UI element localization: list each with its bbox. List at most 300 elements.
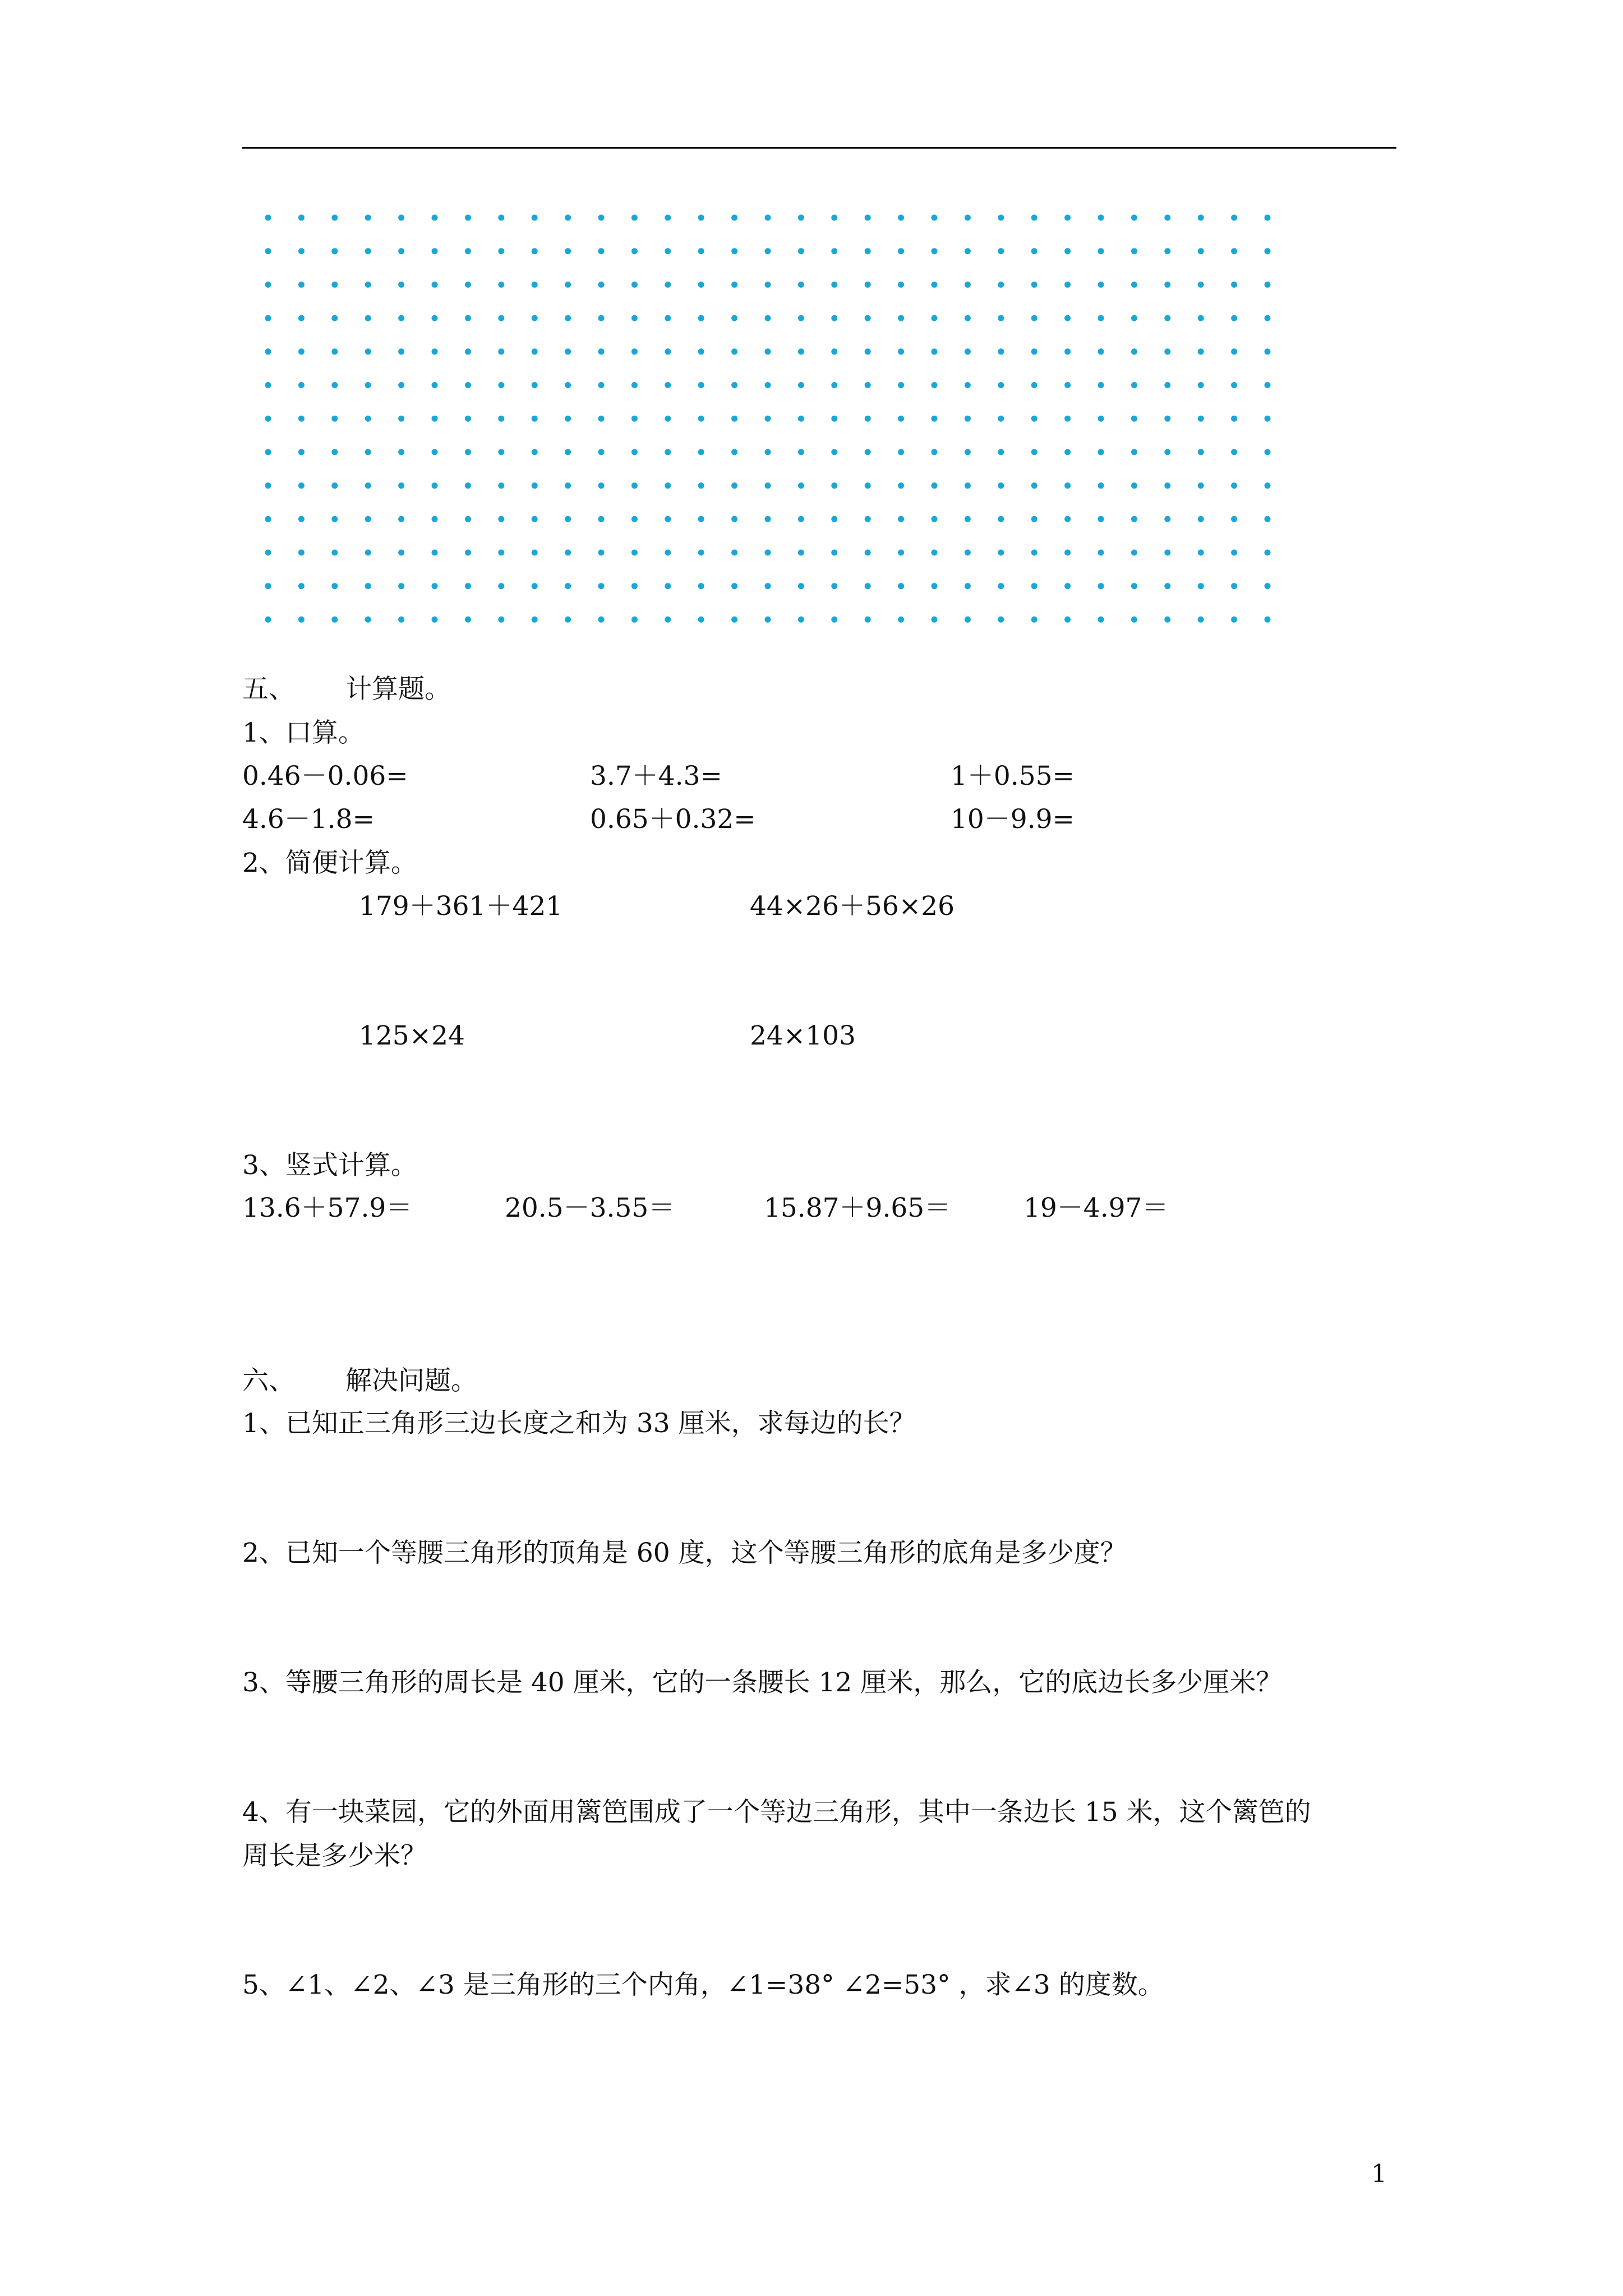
grid-dot bbox=[1131, 416, 1137, 422]
grid-dot bbox=[331, 616, 338, 623]
grid-dot bbox=[898, 550, 904, 556]
grid-dot bbox=[932, 482, 938, 489]
grid-dot bbox=[965, 416, 971, 422]
grid-dot bbox=[265, 449, 271, 455]
grid-dot bbox=[465, 382, 471, 388]
problem-1: 1、已知正三角形三边长度之和为 33 厘米，求每边的长？ bbox=[242, 1408, 916, 1439]
grid-dot bbox=[365, 348, 371, 355]
grid-dot bbox=[1064, 482, 1071, 489]
grid-dot bbox=[631, 616, 638, 623]
grid-dot bbox=[965, 583, 971, 589]
grid-dot bbox=[532, 416, 538, 422]
grid-dot bbox=[398, 282, 404, 288]
grid-dot bbox=[998, 482, 1004, 489]
grid-dot bbox=[998, 348, 1004, 355]
grid-dot bbox=[631, 583, 638, 589]
grid-dot bbox=[932, 416, 938, 422]
grid-dot bbox=[565, 315, 571, 321]
grid-dot bbox=[265, 248, 271, 254]
oral-calc-1: 0.46－0.06= bbox=[242, 761, 408, 792]
grid-dot bbox=[598, 282, 605, 288]
grid-dot bbox=[932, 616, 938, 623]
header-rule bbox=[242, 147, 1396, 149]
grid-dot bbox=[331, 583, 338, 589]
grid-dot bbox=[1131, 382, 1137, 388]
grid-dot bbox=[898, 583, 904, 589]
grid-dot bbox=[965, 215, 971, 221]
grid-dot bbox=[998, 550, 1004, 556]
grid-dot bbox=[1098, 215, 1104, 221]
grid-dot bbox=[465, 516, 471, 522]
grid-dot bbox=[731, 616, 737, 623]
grid-dot bbox=[932, 315, 938, 321]
grid-dot bbox=[1198, 282, 1204, 288]
grid-dot bbox=[398, 449, 404, 455]
grid-dot bbox=[465, 348, 471, 355]
grid-dot bbox=[1231, 449, 1237, 455]
oral-calc-5: 0.65＋0.32= bbox=[590, 804, 756, 835]
grid-dot bbox=[1031, 282, 1038, 288]
grid-dot bbox=[665, 583, 671, 589]
grid-dot bbox=[432, 348, 438, 355]
grid-dot bbox=[631, 382, 638, 388]
grid-dot bbox=[631, 248, 638, 254]
grid-dot bbox=[898, 248, 904, 254]
grid-dot bbox=[1131, 282, 1137, 288]
grid-dot bbox=[631, 348, 638, 355]
grid-dot bbox=[298, 248, 305, 254]
grid-dot bbox=[1265, 382, 1271, 388]
grid-dot bbox=[331, 348, 338, 355]
grid-dot bbox=[831, 616, 837, 623]
grid-dot bbox=[665, 282, 671, 288]
grid-dot bbox=[1031, 382, 1038, 388]
grid-dot bbox=[798, 583, 804, 589]
grid-dot bbox=[432, 248, 438, 254]
grid-dot bbox=[798, 282, 804, 288]
grid-dot bbox=[1265, 550, 1271, 556]
grid-dot bbox=[1098, 348, 1104, 355]
grid-dot bbox=[798, 482, 804, 489]
grid-dot bbox=[498, 348, 504, 355]
grid-dot bbox=[398, 583, 404, 589]
section6-heading bbox=[242, 1365, 477, 1396]
grid-dot bbox=[631, 550, 638, 556]
grid-dot bbox=[1031, 348, 1038, 355]
grid-dot bbox=[331, 382, 338, 388]
grid-dot bbox=[598, 550, 605, 556]
grid-dot bbox=[1164, 516, 1170, 522]
grid-dot bbox=[432, 583, 438, 589]
grid-dot bbox=[432, 516, 438, 522]
grid-dot bbox=[365, 382, 371, 388]
grid-dot bbox=[665, 248, 671, 254]
section5-heading bbox=[242, 674, 451, 705]
grid-dot bbox=[265, 348, 271, 355]
grid-dot bbox=[698, 550, 704, 556]
grid-dot bbox=[365, 449, 371, 455]
grid-dot bbox=[532, 348, 538, 355]
grid-dot bbox=[598, 215, 605, 221]
grid-dot bbox=[1098, 616, 1104, 623]
grid-dot bbox=[1265, 248, 1271, 254]
grid-dot bbox=[1064, 583, 1071, 589]
grid-dot bbox=[1164, 482, 1170, 489]
vertical-calc-4: 19－4.97＝ bbox=[1023, 1193, 1169, 1223]
grid-dot bbox=[1131, 248, 1137, 254]
grid-dot bbox=[1031, 516, 1038, 522]
grid-dot bbox=[1265, 583, 1271, 589]
grid-dot bbox=[698, 616, 704, 623]
problem-3: 3、等腰三角形的周长是 40 厘米，它的一条腰长 12 厘米，那么，它的底边长多少厘米？ bbox=[242, 1667, 1283, 1698]
grid-dot bbox=[631, 215, 638, 221]
grid-dot bbox=[1131, 583, 1137, 589]
grid-dot bbox=[365, 583, 371, 589]
grid-dot bbox=[365, 516, 371, 522]
grid-dot bbox=[565, 583, 571, 589]
grid-dot bbox=[1198, 248, 1204, 254]
grid-dot bbox=[731, 348, 737, 355]
grid-dot bbox=[932, 516, 938, 522]
grid-dot bbox=[465, 550, 471, 556]
oral-calc-6: 10－9.9= bbox=[951, 804, 1075, 835]
grid-dot bbox=[365, 550, 371, 556]
grid-dot bbox=[831, 583, 837, 589]
grid-dot bbox=[465, 449, 471, 455]
grid-dot bbox=[998, 516, 1004, 522]
grid-dot bbox=[1131, 616, 1137, 623]
grid-dot bbox=[1031, 315, 1038, 321]
grid-dot bbox=[765, 516, 771, 522]
grid-dot bbox=[865, 583, 871, 589]
grid-dot bbox=[1198, 616, 1204, 623]
grid-dot bbox=[265, 616, 271, 623]
grid-dot bbox=[465, 215, 471, 221]
grid-dot bbox=[298, 282, 305, 288]
problem-4-line-1: 4、有一块菜园，它的外面用篱笆围成了一个等边三角形，其中一条边长 15 米，这个篱笆的 bbox=[242, 1797, 1311, 1828]
grid-dot bbox=[298, 516, 305, 522]
grid-dot bbox=[432, 382, 438, 388]
grid-dot bbox=[565, 348, 571, 355]
grid-dot bbox=[398, 248, 404, 254]
grid-dot bbox=[865, 616, 871, 623]
grid-dot bbox=[1231, 215, 1237, 221]
grid-dot bbox=[298, 583, 305, 589]
grid-dot bbox=[1265, 348, 1271, 355]
grid-dot bbox=[1031, 482, 1038, 489]
grid-dot bbox=[798, 348, 804, 355]
grid-dot bbox=[1131, 315, 1137, 321]
grid-dot bbox=[532, 482, 538, 489]
grid-dot bbox=[598, 449, 605, 455]
grid-dot bbox=[532, 315, 538, 321]
grid-dot bbox=[731, 583, 737, 589]
grid-dot bbox=[865, 315, 871, 321]
grid-dot bbox=[1098, 315, 1104, 321]
grid-dot bbox=[331, 416, 338, 422]
grid-dot bbox=[1164, 215, 1170, 221]
grid-dot bbox=[765, 616, 771, 623]
grid-dot bbox=[1231, 348, 1237, 355]
grid-dot bbox=[265, 516, 271, 522]
grid-dot bbox=[498, 516, 504, 522]
grid-dot bbox=[1198, 449, 1204, 455]
grid-dot bbox=[598, 248, 605, 254]
grid-dot bbox=[298, 315, 305, 321]
problem-4-line-2: 周长是多少米？ bbox=[242, 1841, 427, 1871]
grid-dot bbox=[265, 416, 271, 422]
grid-dot bbox=[865, 550, 871, 556]
grid-dot bbox=[498, 416, 504, 422]
grid-dot bbox=[665, 616, 671, 623]
section5-number: 五、 bbox=[242, 674, 295, 705]
grid-dot bbox=[765, 282, 771, 288]
grid-dot bbox=[1098, 416, 1104, 422]
oral-calc-2: 3.7＋4.3= bbox=[590, 761, 722, 792]
grid-dot bbox=[731, 382, 737, 388]
grid-dot bbox=[265, 315, 271, 321]
grid-dot bbox=[331, 550, 338, 556]
grid-dot bbox=[1064, 282, 1071, 288]
grid-dot bbox=[1064, 449, 1071, 455]
grid-dot bbox=[1231, 583, 1237, 589]
grid-dot bbox=[298, 416, 305, 422]
grid-dot bbox=[265, 215, 271, 221]
simple-calc-2: 44×26＋56×26 bbox=[750, 891, 955, 922]
grid-dot bbox=[765, 482, 771, 489]
grid-dot bbox=[432, 616, 438, 623]
grid-dot bbox=[932, 282, 938, 288]
dot-grid bbox=[258, 208, 1279, 634]
grid-dot bbox=[665, 482, 671, 489]
grid-dot bbox=[831, 382, 837, 388]
grid-dot bbox=[465, 282, 471, 288]
problem-2: 2、已知一个等腰三角形的顶角是 60 度，这个等腰三角形的底角是多少度？ bbox=[242, 1538, 1127, 1568]
grid-dot bbox=[298, 382, 305, 388]
grid-dot bbox=[932, 583, 938, 589]
grid-dot bbox=[498, 583, 504, 589]
grid-dot bbox=[1064, 550, 1071, 556]
grid-dot bbox=[1064, 315, 1071, 321]
grid-dot bbox=[831, 215, 837, 221]
grid-dot bbox=[1164, 348, 1170, 355]
grid-dot bbox=[1231, 315, 1237, 321]
grid-dot bbox=[898, 315, 904, 321]
grid-dot bbox=[1031, 215, 1038, 221]
grid-dot bbox=[398, 382, 404, 388]
grid-dot bbox=[365, 482, 371, 489]
grid-dot bbox=[698, 315, 704, 321]
grid-dot bbox=[665, 348, 671, 355]
grid-dot bbox=[532, 550, 538, 556]
grid-dot bbox=[365, 315, 371, 321]
grid-dot bbox=[731, 550, 737, 556]
grid-dot bbox=[865, 215, 871, 221]
section6-number: 六、 bbox=[242, 1365, 295, 1396]
grid-dot bbox=[631, 482, 638, 489]
grid-dot bbox=[631, 315, 638, 321]
grid-dot bbox=[465, 482, 471, 489]
grid-dot bbox=[798, 416, 804, 422]
grid-dot bbox=[765, 382, 771, 388]
grid-dot bbox=[331, 449, 338, 455]
grid-dot bbox=[1098, 583, 1104, 589]
grid-dot bbox=[498, 616, 504, 623]
grid-dot bbox=[565, 482, 571, 489]
grid-dot bbox=[532, 449, 538, 455]
simple-calc-4: 24×103 bbox=[750, 1020, 856, 1051]
grid-dot bbox=[565, 449, 571, 455]
grid-dot bbox=[565, 282, 571, 288]
grid-dot bbox=[831, 550, 837, 556]
grid-dot bbox=[1164, 382, 1170, 388]
grid-dot bbox=[698, 516, 704, 522]
grid-dot bbox=[698, 215, 704, 221]
grid-dot bbox=[1064, 516, 1071, 522]
grid-dot bbox=[298, 449, 305, 455]
grid-dot bbox=[898, 348, 904, 355]
grid-dot bbox=[798, 516, 804, 522]
grid-dot bbox=[598, 382, 605, 388]
grid-dot bbox=[831, 248, 837, 254]
grid-dot bbox=[831, 282, 837, 288]
grid-dot bbox=[498, 215, 504, 221]
grid-dot bbox=[565, 382, 571, 388]
grid-dot bbox=[1031, 416, 1038, 422]
grid-dot bbox=[1198, 348, 1204, 355]
grid-dot bbox=[432, 282, 438, 288]
grid-dot bbox=[631, 516, 638, 522]
grid-dot bbox=[331, 516, 338, 522]
grid-dot bbox=[965, 248, 971, 254]
grid-dot bbox=[731, 516, 737, 522]
grid-dot bbox=[865, 382, 871, 388]
grid-dot bbox=[265, 583, 271, 589]
q2-label: 2、简便计算。 bbox=[242, 848, 417, 878]
grid-dot bbox=[1164, 616, 1170, 623]
grid-dot bbox=[1265, 482, 1271, 489]
grid-dot bbox=[432, 215, 438, 221]
grid-dot bbox=[598, 416, 605, 422]
grid-dot bbox=[731, 482, 737, 489]
grid-dot bbox=[1231, 248, 1237, 254]
grid-dot bbox=[432, 315, 438, 321]
grid-dot bbox=[598, 348, 605, 355]
vertical-calc-1: 13.6＋57.9＝ bbox=[242, 1193, 413, 1223]
grid-dot bbox=[1098, 449, 1104, 455]
grid-dot bbox=[1131, 516, 1137, 522]
grid-dot bbox=[932, 382, 938, 388]
grid-dot bbox=[532, 583, 538, 589]
grid-dot bbox=[1265, 516, 1271, 522]
grid-dot bbox=[398, 348, 404, 355]
grid-dot bbox=[1198, 416, 1204, 422]
grid-dot bbox=[998, 248, 1004, 254]
grid-dot bbox=[932, 348, 938, 355]
grid-dot bbox=[798, 248, 804, 254]
grid-dot bbox=[1198, 550, 1204, 556]
grid-dot bbox=[598, 482, 605, 489]
grid-dot bbox=[365, 248, 371, 254]
grid-dot bbox=[631, 282, 638, 288]
grid-dot bbox=[865, 416, 871, 422]
grid-dot bbox=[831, 416, 837, 422]
grid-dot bbox=[365, 282, 371, 288]
grid-dot bbox=[1265, 282, 1271, 288]
grid-dot bbox=[898, 215, 904, 221]
grid-dot bbox=[1031, 583, 1038, 589]
grid-dot bbox=[465, 416, 471, 422]
grid-dot bbox=[898, 482, 904, 489]
grid-dot bbox=[1031, 248, 1038, 254]
grid-dot bbox=[765, 348, 771, 355]
grid-dot bbox=[1064, 248, 1071, 254]
grid-dot bbox=[1064, 215, 1071, 221]
grid-dot bbox=[565, 550, 571, 556]
grid-dot bbox=[898, 416, 904, 422]
grid-dot bbox=[865, 282, 871, 288]
grid-dot bbox=[831, 315, 837, 321]
problem-5: 5、∠1、∠2、∠3 是三角形的三个内角，∠1=38° ∠2=53° ，求∠3 的度数。 bbox=[242, 1970, 1164, 2000]
grid-dot bbox=[1231, 482, 1237, 489]
grid-dot bbox=[765, 583, 771, 589]
grid-dot bbox=[598, 315, 605, 321]
grid-dot bbox=[998, 315, 1004, 321]
grid-dot bbox=[1265, 616, 1271, 623]
grid-dot bbox=[331, 315, 338, 321]
grid-dot bbox=[1131, 449, 1137, 455]
grid-dot bbox=[665, 550, 671, 556]
grid-dot bbox=[965, 516, 971, 522]
grid-dot bbox=[898, 516, 904, 522]
grid-dot bbox=[298, 616, 305, 623]
grid-dot bbox=[1131, 348, 1137, 355]
grid-dot bbox=[898, 616, 904, 623]
grid-dot bbox=[965, 482, 971, 489]
grid-dot bbox=[598, 616, 605, 623]
grid-dot bbox=[1265, 416, 1271, 422]
grid-dot bbox=[698, 482, 704, 489]
grid-dot bbox=[932, 248, 938, 254]
grid-dot bbox=[798, 382, 804, 388]
grid-dot bbox=[331, 282, 338, 288]
grid-dot bbox=[798, 449, 804, 455]
section5-title: 计算题。 bbox=[345, 674, 451, 705]
grid-dot bbox=[565, 516, 571, 522]
grid-dot bbox=[831, 348, 837, 355]
grid-dot bbox=[731, 416, 737, 422]
grid-dot bbox=[831, 482, 837, 489]
grid-dot bbox=[731, 449, 737, 455]
grid-dot bbox=[665, 382, 671, 388]
grid-dot bbox=[465, 315, 471, 321]
grid-dot bbox=[665, 516, 671, 522]
grid-dot bbox=[365, 215, 371, 221]
vertical-calc-3: 15.87＋9.65＝ bbox=[764, 1193, 951, 1223]
grid-dot bbox=[998, 583, 1004, 589]
grid-dot bbox=[398, 616, 404, 623]
q1-label: 1、口算。 bbox=[242, 717, 365, 748]
grid-dot bbox=[1131, 215, 1137, 221]
grid-dot bbox=[831, 449, 837, 455]
grid-dot bbox=[665, 215, 671, 221]
grid-dot bbox=[432, 416, 438, 422]
grid-dot bbox=[798, 315, 804, 321]
grid-dot bbox=[1231, 416, 1237, 422]
grid-dot bbox=[298, 550, 305, 556]
grid-dot bbox=[1198, 382, 1204, 388]
grid-dot bbox=[1198, 583, 1204, 589]
